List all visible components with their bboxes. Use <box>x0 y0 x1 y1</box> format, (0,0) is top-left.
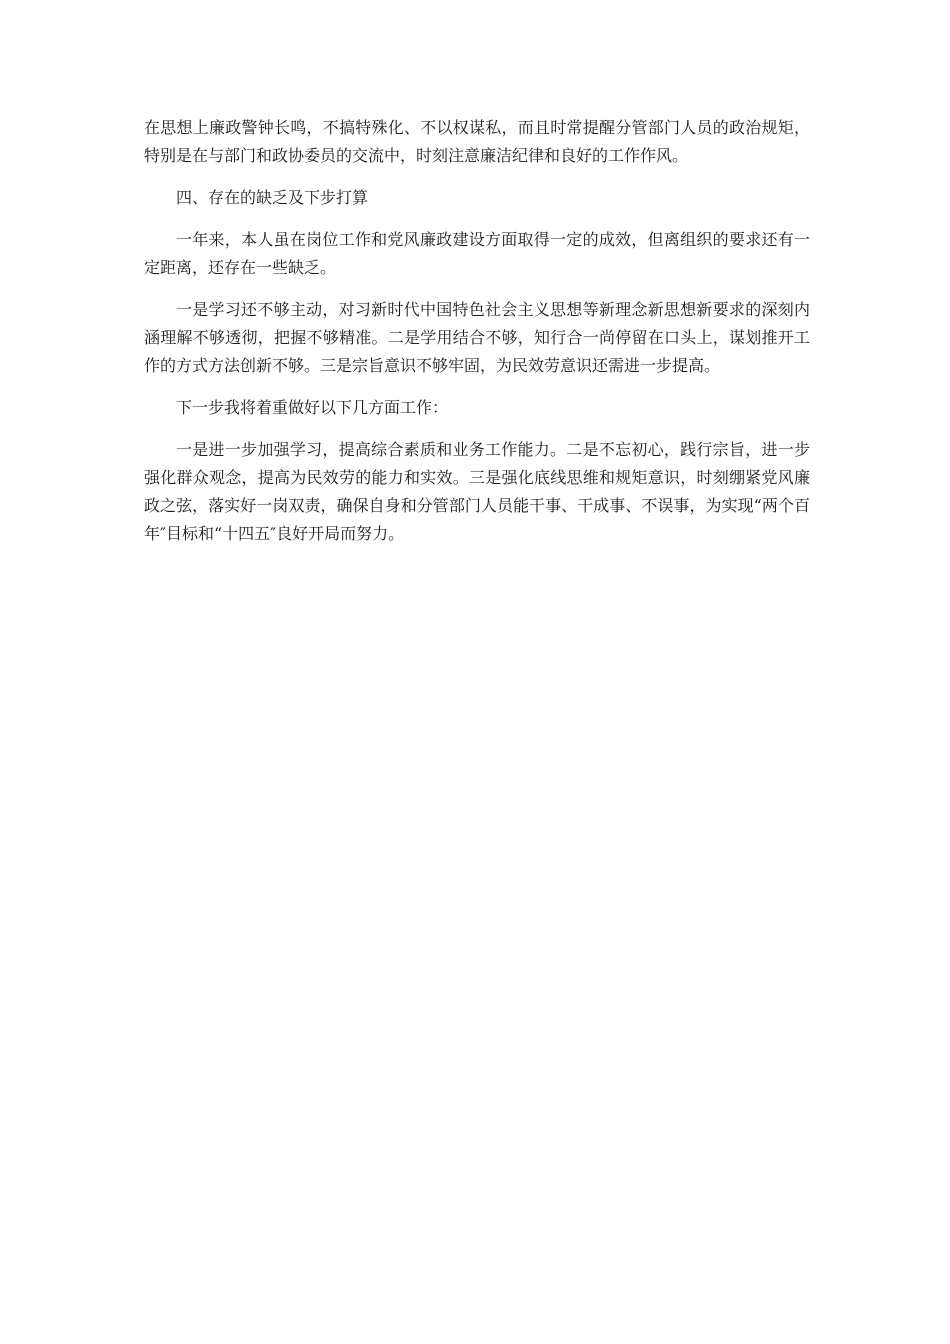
section-heading: 四、存在的缺乏及下步打算 <box>176 188 369 207</box>
paragraph-continuation: 在思想上廉政警钟长鸣，不搞特殊化、不以权谋私，而且时常提醒分管部门人员的政治规矩，特别是在与部门和政协委员的交流中，时刻注意廉洁纪律和良好的工作作风。 <box>144 118 810 165</box>
paragraph-next-steps: 一是进一步加强学习，提高综合素质和业务工作能力。二是不忘初心，践行宗旨，进一步强化群众观念，提高为民效劳的能力和实效。三是强化底线思维和规矩意识，时刻绷紧党风廉政之弦，落实好一岗双责，确保自身和分管部门人员能干事、干成事、不误事，为实现“两个百年″目标和“十四五″良好开局而努力。 <box>144 440 810 543</box>
paragraph-shortcomings: 一是学习还不够主动，对习新时代中国特色社会主义思想等新理念新思想新要求的深刻内涵理解不够透彻，把握不够精准。二是学用结合不够，知行合一尚停留在口头上，谋划推开工作的方式方法创新不够。三是宗旨意识不够牢固，为民效劳意识还需进一步提高。 <box>144 300 810 375</box>
document-body <box>144 114 810 562</box>
paragraph-summary: 一年来，本人虽在岗位工作和党风廉政建设方面取得一定的成效，但离组织的要求还有一定距离，还存在一些缺乏。 <box>144 230 810 277</box>
paragraph-next-steps-intro: 下一步我将着重做好以下几方面工作： <box>176 398 449 417</box>
